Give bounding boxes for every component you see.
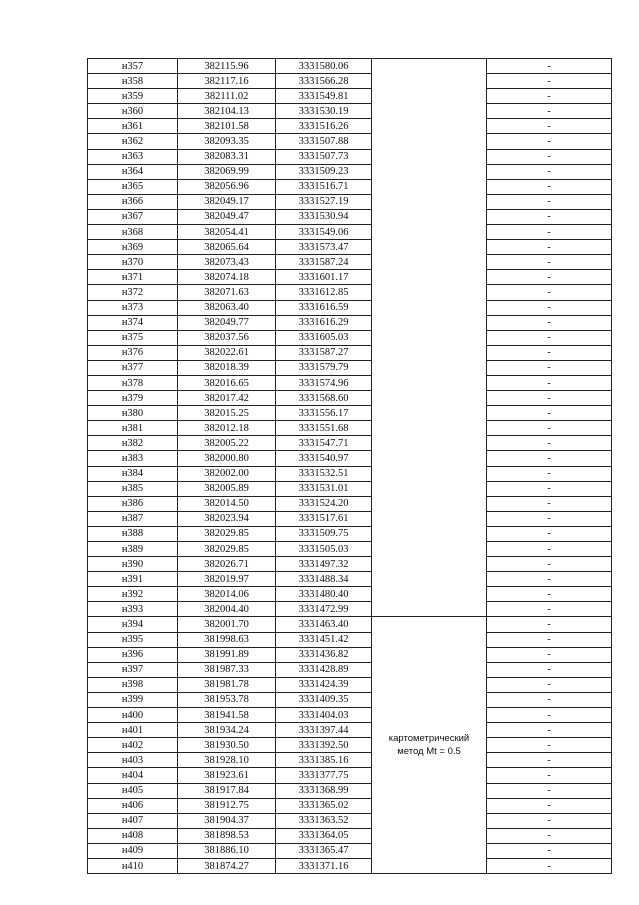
point-name-cell: н395: [88, 632, 178, 647]
table-row: [88, 451, 612, 466]
table-row: [88, 526, 612, 541]
dash-cell: -: [487, 300, 612, 315]
dash-cell: -: [487, 149, 612, 164]
y-coordinate-cell: 3331371.16: [276, 858, 372, 873]
table-row: [88, 632, 612, 647]
y-coordinate-cell: 3331601.17: [276, 270, 372, 285]
dash-cell: -: [487, 572, 612, 587]
point-name-cell: н403: [88, 753, 178, 768]
point-name-cell: н383: [88, 451, 178, 466]
x-coordinate-cell: 382002.00: [178, 466, 276, 481]
dash-cell: -: [487, 255, 612, 270]
table-row: [88, 270, 612, 285]
x-coordinate-cell: 381917.84: [178, 783, 276, 798]
dash-cell: -: [487, 738, 612, 753]
y-coordinate-cell: 3331404.03: [276, 708, 372, 723]
y-coordinate-cell: 3331365.47: [276, 843, 372, 858]
point-name-cell: н397: [88, 662, 178, 677]
point-name-cell: н361: [88, 119, 178, 134]
x-coordinate-cell: 382014.06: [178, 587, 276, 602]
y-coordinate-cell: 3331397.44: [276, 723, 372, 738]
y-coordinate-cell: 3331385.16: [276, 753, 372, 768]
dash-cell: -: [487, 813, 612, 828]
dash-cell: -: [487, 753, 612, 768]
x-coordinate-cell: 381912.75: [178, 798, 276, 813]
x-coordinate-cell: 382071.63: [178, 285, 276, 300]
table-row: [88, 843, 612, 858]
y-coordinate-cell: 3331568.60: [276, 391, 372, 406]
x-coordinate-cell: 382049.17: [178, 194, 276, 209]
table-row: [88, 315, 612, 330]
y-coordinate-cell: 3331556.17: [276, 406, 372, 421]
point-name-cell: н364: [88, 164, 178, 179]
table-row: [88, 209, 612, 224]
y-coordinate-cell: 3331531.01: [276, 481, 372, 496]
coordinates-table: [87, 58, 612, 874]
point-name-cell: н373: [88, 300, 178, 315]
x-coordinate-cell: 382012.18: [178, 421, 276, 436]
y-coordinate-cell: 3331505.03: [276, 542, 372, 557]
point-name-cell: н388: [88, 526, 178, 541]
point-name-cell: н359: [88, 89, 178, 104]
table-row: [88, 708, 612, 723]
y-coordinate-cell: 3331509.23: [276, 164, 372, 179]
y-coordinate-cell: 3331566.28: [276, 74, 372, 89]
point-name-cell: н384: [88, 466, 178, 481]
point-name-cell: н357: [88, 59, 178, 74]
point-name-cell: н392: [88, 587, 178, 602]
y-coordinate-cell: 3331532.51: [276, 466, 372, 481]
dash-cell: -: [487, 406, 612, 421]
point-name-cell: н385: [88, 481, 178, 496]
y-coordinate-cell: 3331497.32: [276, 557, 372, 572]
dash-cell: -: [487, 496, 612, 511]
y-coordinate-cell: 3331516.26: [276, 119, 372, 134]
dash-cell: -: [487, 828, 612, 843]
y-coordinate-cell: 3331616.59: [276, 300, 372, 315]
dash-cell: -: [487, 179, 612, 194]
x-coordinate-cell: 382029.85: [178, 526, 276, 541]
point-name-cell: н371: [88, 270, 178, 285]
dash-cell: -: [487, 662, 612, 677]
y-coordinate-cell: 3331579.79: [276, 360, 372, 375]
dash-cell: -: [487, 119, 612, 134]
x-coordinate-cell: 381923.61: [178, 768, 276, 783]
point-name-cell: н377: [88, 360, 178, 375]
dash-cell: -: [487, 526, 612, 541]
method-cell: [372, 59, 487, 617]
y-coordinate-cell: 3331530.19: [276, 104, 372, 119]
y-coordinate-cell: 3331409.35: [276, 692, 372, 707]
y-coordinate-cell: 3331424.39: [276, 677, 372, 692]
point-name-cell: н370: [88, 255, 178, 270]
dash-cell: -: [487, 164, 612, 179]
x-coordinate-cell: 381941.58: [178, 708, 276, 723]
table-row: [88, 738, 612, 753]
table-row: [88, 179, 612, 194]
y-coordinate-cell: 3331574.96: [276, 375, 372, 390]
x-coordinate-cell: 382001.70: [178, 617, 276, 632]
y-coordinate-cell: 3331580.06: [276, 59, 372, 74]
point-name-cell: н376: [88, 345, 178, 360]
dash-cell: -: [487, 209, 612, 224]
y-coordinate-cell: 3331392.50: [276, 738, 372, 753]
table-row: [88, 813, 612, 828]
table-row: [88, 798, 612, 813]
y-coordinate-cell: 3331463.40: [276, 617, 372, 632]
y-coordinate-cell: 3331365.02: [276, 798, 372, 813]
point-name-cell: н380: [88, 406, 178, 421]
dash-cell: -: [487, 632, 612, 647]
x-coordinate-cell: 381998.63: [178, 632, 276, 647]
dash-cell: -: [487, 677, 612, 692]
table-row: [88, 421, 612, 436]
y-coordinate-cell: 3331549.81: [276, 89, 372, 104]
x-coordinate-cell: 382018.39: [178, 360, 276, 375]
table-row: [88, 647, 612, 662]
dash-cell: -: [487, 647, 612, 662]
x-coordinate-cell: 382069.99: [178, 164, 276, 179]
y-coordinate-cell: 3331363.52: [276, 813, 372, 828]
table-row: [88, 164, 612, 179]
point-name-cell: н410: [88, 858, 178, 873]
table-row: [88, 345, 612, 360]
table-row: [88, 194, 612, 209]
table-row: [88, 74, 612, 89]
point-name-cell: н406: [88, 798, 178, 813]
point-name-cell: н386: [88, 496, 178, 511]
dash-cell: -: [487, 225, 612, 240]
y-coordinate-cell: 3331507.88: [276, 134, 372, 149]
point-name-cell: н360: [88, 104, 178, 119]
table-row: [88, 828, 612, 843]
point-name-cell: н378: [88, 375, 178, 390]
table-row: [88, 436, 612, 451]
dash-cell: -: [487, 270, 612, 285]
dash-cell: -: [487, 391, 612, 406]
point-name-cell: н366: [88, 194, 178, 209]
x-coordinate-cell: 382017.42: [178, 391, 276, 406]
y-coordinate-cell: 3331612.85: [276, 285, 372, 300]
x-coordinate-cell: 382026.71: [178, 557, 276, 572]
x-coordinate-cell: 382029.85: [178, 542, 276, 557]
x-coordinate-cell: 382083.31: [178, 149, 276, 164]
dash-cell: -: [487, 315, 612, 330]
x-coordinate-cell: 381981.78: [178, 677, 276, 692]
dash-cell: -: [487, 104, 612, 119]
dash-cell: -: [487, 481, 612, 496]
dash-cell: -: [487, 858, 612, 873]
x-coordinate-cell: 382000.80: [178, 451, 276, 466]
table-row: [88, 89, 612, 104]
table-row: [88, 723, 612, 738]
x-coordinate-cell: 381934.24: [178, 723, 276, 738]
x-coordinate-cell: 382054.41: [178, 225, 276, 240]
point-name-cell: н396: [88, 647, 178, 662]
coordinates-table-body: [88, 59, 612, 874]
method-line-2: метод Mt = 0.5: [397, 746, 461, 758]
x-coordinate-cell: 381898.53: [178, 828, 276, 843]
x-coordinate-cell: 382065.64: [178, 240, 276, 255]
y-coordinate-cell: 3331540.97: [276, 451, 372, 466]
point-name-cell: н381: [88, 421, 178, 436]
dash-cell: -: [487, 89, 612, 104]
point-name-cell: н393: [88, 602, 178, 617]
table-row: [88, 617, 612, 632]
dash-cell: -: [487, 708, 612, 723]
point-name-cell: н407: [88, 813, 178, 828]
table-row: [88, 59, 612, 74]
y-coordinate-cell: 3331616.29: [276, 315, 372, 330]
x-coordinate-cell: 382117.16: [178, 74, 276, 89]
dash-cell: -: [487, 240, 612, 255]
x-coordinate-cell: 382019.97: [178, 572, 276, 587]
y-coordinate-cell: 3331516.71: [276, 179, 372, 194]
y-coordinate-cell: 3331451.42: [276, 632, 372, 647]
table-row: [88, 255, 612, 270]
dash-cell: -: [487, 511, 612, 526]
y-coordinate-cell: 3331587.27: [276, 345, 372, 360]
dash-cell: -: [487, 330, 612, 345]
y-coordinate-cell: 3331364.05: [276, 828, 372, 843]
point-name-cell: н408: [88, 828, 178, 843]
table-row: [88, 496, 612, 511]
point-name-cell: н404: [88, 768, 178, 783]
table-row: [88, 677, 612, 692]
x-coordinate-cell: 382023.94: [178, 511, 276, 526]
table-row: [88, 240, 612, 255]
dash-cell: -: [487, 542, 612, 557]
x-coordinate-cell: 381991.89: [178, 647, 276, 662]
table-row: [88, 134, 612, 149]
dash-cell: -: [487, 783, 612, 798]
dash-cell: -: [487, 194, 612, 209]
point-name-cell: н398: [88, 677, 178, 692]
dash-cell: -: [487, 466, 612, 481]
y-coordinate-cell: 3331517.61: [276, 511, 372, 526]
dash-cell: -: [487, 602, 612, 617]
y-coordinate-cell: 3331368.99: [276, 783, 372, 798]
x-coordinate-cell: 382111.02: [178, 89, 276, 104]
point-name-cell: н409: [88, 843, 178, 858]
x-coordinate-cell: 382014.50: [178, 496, 276, 511]
y-coordinate-cell: 3331428.89: [276, 662, 372, 677]
dash-cell: -: [487, 617, 612, 632]
point-name-cell: н390: [88, 557, 178, 572]
point-name-cell: н365: [88, 179, 178, 194]
dash-cell: -: [487, 557, 612, 572]
x-coordinate-cell: 382049.47: [178, 209, 276, 224]
table-row: [88, 300, 612, 315]
point-name-cell: н400: [88, 708, 178, 723]
point-name-cell: н391: [88, 572, 178, 587]
dash-cell: -: [487, 345, 612, 360]
dash-cell: -: [487, 285, 612, 300]
method-cell: [372, 617, 487, 874]
x-coordinate-cell: 382005.89: [178, 481, 276, 496]
point-name-cell: н379: [88, 391, 178, 406]
x-coordinate-cell: 382016.65: [178, 375, 276, 390]
y-coordinate-cell: 3331547.71: [276, 436, 372, 451]
dash-cell: -: [487, 768, 612, 783]
x-coordinate-cell: 382073.43: [178, 255, 276, 270]
table-row: [88, 330, 612, 345]
table-row: [88, 783, 612, 798]
y-coordinate-cell: 3331436.82: [276, 647, 372, 662]
point-name-cell: н368: [88, 225, 178, 240]
point-name-cell: н387: [88, 511, 178, 526]
x-coordinate-cell: 382037.56: [178, 330, 276, 345]
y-coordinate-cell: 3331472.99: [276, 602, 372, 617]
table-row: [88, 149, 612, 164]
table-row: [88, 391, 612, 406]
y-coordinate-cell: 3331527.19: [276, 194, 372, 209]
point-name-cell: н372: [88, 285, 178, 300]
x-coordinate-cell: 382104.13: [178, 104, 276, 119]
dash-cell: -: [487, 451, 612, 466]
point-name-cell: н367: [88, 209, 178, 224]
x-coordinate-cell: 382101.58: [178, 119, 276, 134]
table-row: [88, 360, 612, 375]
x-coordinate-cell: 382004.40: [178, 602, 276, 617]
y-coordinate-cell: 3331530.94: [276, 209, 372, 224]
y-coordinate-cell: 3331605.03: [276, 330, 372, 345]
x-coordinate-cell: 382005.22: [178, 436, 276, 451]
x-coordinate-cell: 382115.96: [178, 59, 276, 74]
dash-cell: -: [487, 798, 612, 813]
dash-cell: -: [487, 134, 612, 149]
dash-cell: -: [487, 59, 612, 74]
point-name-cell: н394: [88, 617, 178, 632]
x-coordinate-cell: 381930.50: [178, 738, 276, 753]
method-line-1: картометрический: [388, 733, 470, 745]
point-name-cell: н401: [88, 723, 178, 738]
x-coordinate-cell: 381987.33: [178, 662, 276, 677]
table-row: [88, 119, 612, 134]
table-row: [88, 375, 612, 390]
dash-cell: -: [487, 74, 612, 89]
point-name-cell: н389: [88, 542, 178, 557]
y-coordinate-cell: 3331524.20: [276, 496, 372, 511]
table-row: [88, 602, 612, 617]
y-coordinate-cell: 3331551.68: [276, 421, 372, 436]
table-row: [88, 542, 612, 557]
table-row: [88, 768, 612, 783]
x-coordinate-cell: 382074.18: [178, 270, 276, 285]
dash-cell: -: [487, 375, 612, 390]
point-name-cell: н405: [88, 783, 178, 798]
y-coordinate-cell: 3331573.47: [276, 240, 372, 255]
x-coordinate-cell: 382049.77: [178, 315, 276, 330]
table-row: [88, 466, 612, 481]
x-coordinate-cell: 381874.27: [178, 858, 276, 873]
y-coordinate-cell: 3331549.06: [276, 225, 372, 240]
point-name-cell: н358: [88, 74, 178, 89]
table-row: [88, 406, 612, 421]
y-coordinate-cell: 3331480.40: [276, 587, 372, 602]
x-coordinate-cell: 382022.61: [178, 345, 276, 360]
dash-cell: -: [487, 436, 612, 451]
table-row: [88, 511, 612, 526]
x-coordinate-cell: 382056.96: [178, 179, 276, 194]
dash-cell: -: [487, 843, 612, 858]
table-row: [88, 557, 612, 572]
x-coordinate-cell: 381886.10: [178, 843, 276, 858]
point-name-cell: н369: [88, 240, 178, 255]
y-coordinate-cell: 3331488.34: [276, 572, 372, 587]
x-coordinate-cell: 382063.40: [178, 300, 276, 315]
point-name-cell: н399: [88, 692, 178, 707]
table-row: [88, 104, 612, 119]
dash-cell: -: [487, 360, 612, 375]
table-row: [88, 225, 612, 240]
point-name-cell: н402: [88, 738, 178, 753]
point-name-cell: н375: [88, 330, 178, 345]
point-name-cell: н362: [88, 134, 178, 149]
table-row: [88, 285, 612, 300]
table-row: [88, 662, 612, 677]
point-name-cell: н363: [88, 149, 178, 164]
table-row: [88, 692, 612, 707]
table-row: [88, 481, 612, 496]
x-coordinate-cell: 381953.78: [178, 692, 276, 707]
table-row: [88, 587, 612, 602]
dash-cell: -: [487, 421, 612, 436]
y-coordinate-cell: 3331587.24: [276, 255, 372, 270]
point-name-cell: н374: [88, 315, 178, 330]
dash-cell: -: [487, 587, 612, 602]
x-coordinate-cell: 382093.35: [178, 134, 276, 149]
y-coordinate-cell: 3331507.73: [276, 149, 372, 164]
table-row: [88, 572, 612, 587]
x-coordinate-cell: 382015.25: [178, 406, 276, 421]
x-coordinate-cell: 381928.10: [178, 753, 276, 768]
y-coordinate-cell: 3331377.75: [276, 768, 372, 783]
table-row: [88, 858, 612, 873]
x-coordinate-cell: 381904.37: [178, 813, 276, 828]
y-coordinate-cell: 3331509.75: [276, 526, 372, 541]
dash-cell: -: [487, 723, 612, 738]
point-name-cell: н382: [88, 436, 178, 451]
dash-cell: -: [487, 692, 612, 707]
table-row: [88, 753, 612, 768]
